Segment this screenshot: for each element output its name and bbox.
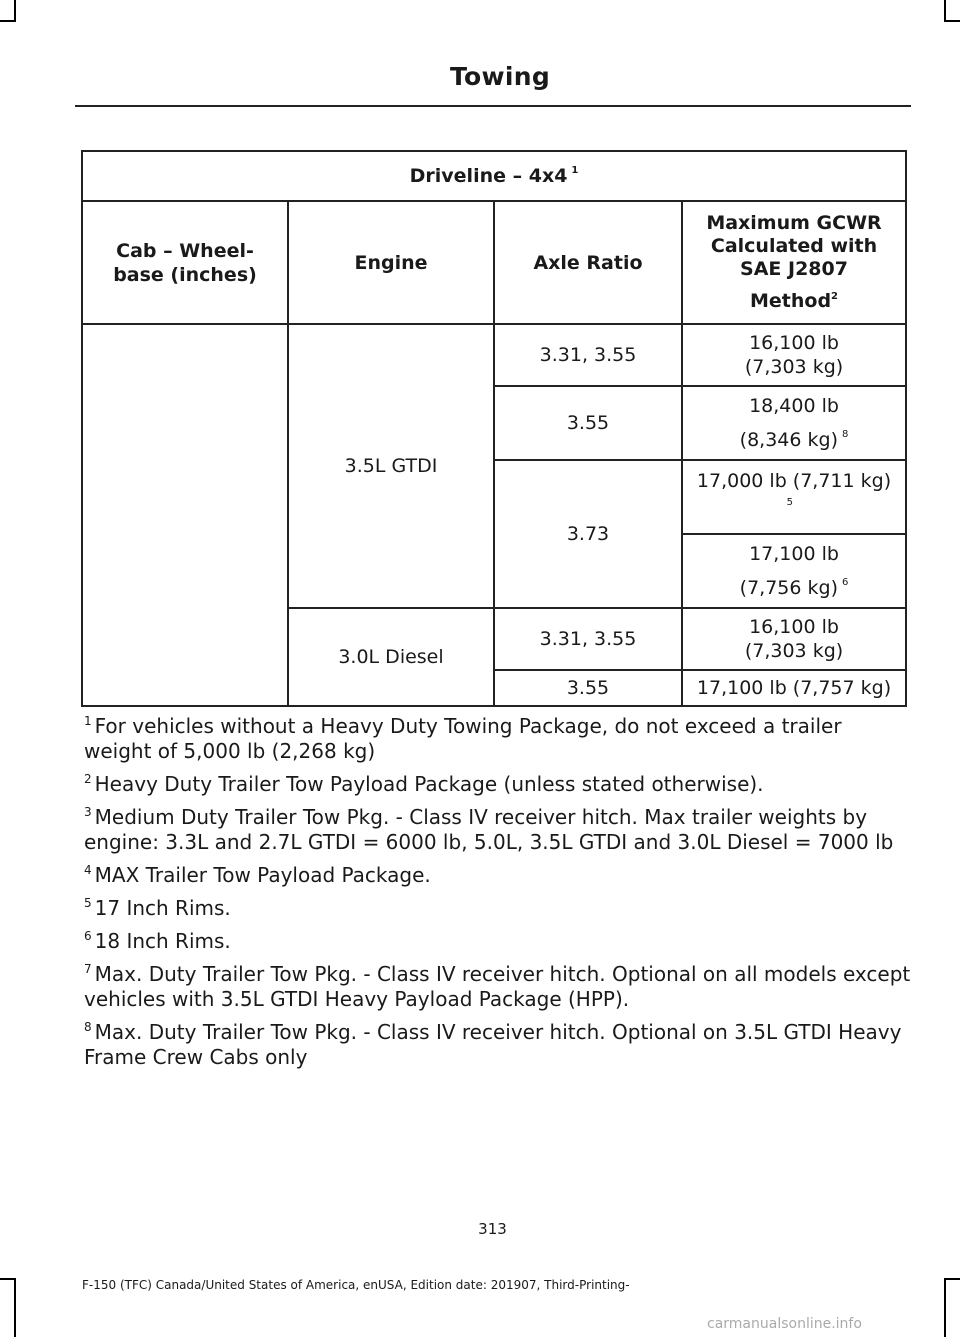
table-caption bbox=[82, 151, 906, 201]
footnote-text: MAX Trailer Tow Payload Package. bbox=[94, 863, 431, 887]
gcwr-value: 18,400 lb bbox=[749, 395, 839, 417]
gcwr-value: 17,000 lb (7,711 kg) bbox=[696, 470, 892, 492]
footnote bbox=[84, 929, 914, 954]
cab-cell bbox=[82, 324, 288, 706]
footnote-text: For vehicles without a Heavy Duty Towing Package, do not exceed a trailer weight of 5,000 lb (2,268 kg) bbox=[84, 714, 842, 763]
crop-mark bbox=[0, 1278, 16, 1280]
footnote-text: Heavy Duty Trailer Tow Payload Package (unless stated otherwise). bbox=[94, 772, 764, 796]
gcwr-value: 16,100 lb bbox=[749, 616, 839, 638]
footnote bbox=[84, 1020, 914, 1070]
crop-mark bbox=[944, 0, 946, 20]
axle-ratio-cell: 3.31, 3.55 bbox=[494, 324, 682, 386]
axle-ratio-cell: 3.73 bbox=[494, 460, 682, 608]
footnote-number: 4 bbox=[84, 863, 92, 877]
engine-cell: 3.5L GTDI bbox=[288, 324, 494, 608]
gcwr-footnote-ref: 8 bbox=[841, 429, 849, 440]
footnote-number: 7 bbox=[84, 962, 92, 976]
gcwr-value: 17,100 lb bbox=[749, 543, 839, 565]
footnote bbox=[84, 863, 914, 888]
footnote bbox=[84, 805, 914, 855]
footnote-number: 5 bbox=[84, 896, 92, 910]
crop-mark bbox=[14, 1278, 16, 1337]
edition-footer: F-150 (TFC) Canada/United States of America, enUSA, Edition date: 201907, Third-Printing- bbox=[82, 1278, 630, 1292]
gcwr-value-metric: (7,303 kg) bbox=[744, 356, 844, 378]
gcwr-footnote-ref: 5 bbox=[786, 497, 794, 508]
page-title: Towing bbox=[449, 62, 551, 91]
footnote-text: Max. Duty Trailer Tow Pkg. - Class IV receiver hitch. Optional on 3.5L GTDI Heavy Frame Crew Cabs only bbox=[84, 1020, 902, 1069]
footnote-number: 3 bbox=[84, 805, 92, 819]
footnote-text: Medium Duty Trailer Tow Pkg. - Class IV receiver hitch. Max trailer weights by engine: 3.3L and 2.7L GTDI = 6000 lb, 5.0L, 3.5L GTDI and 3.0L Diesel = 7000 lb bbox=[84, 805, 894, 854]
column-header-gcwr bbox=[682, 201, 906, 324]
table-caption-footnote-ref: 1 bbox=[571, 165, 579, 176]
crop-mark bbox=[14, 0, 16, 20]
axle-ratio-cell: 3.31, 3.55 bbox=[494, 608, 682, 670]
gcwr-cell bbox=[682, 534, 906, 608]
gcwr-cell: 17,100 lb (7,757 kg) bbox=[682, 670, 906, 706]
table-caption-text: Driveline – 4x4 bbox=[409, 165, 568, 187]
footnote-number: 8 bbox=[84, 1020, 92, 1034]
title-divider bbox=[75, 105, 911, 107]
axle-ratio-cell: 3.55 bbox=[494, 386, 682, 460]
footnote bbox=[84, 772, 914, 797]
footnote-number: 6 bbox=[84, 929, 92, 943]
table-row bbox=[82, 324, 906, 386]
column-header-cab: Cab – Wheel-base (inches) bbox=[82, 201, 288, 324]
footnote-number: 1 bbox=[84, 714, 92, 728]
gcwr-cell bbox=[682, 386, 906, 460]
footnote-text: Max. Duty Trailer Tow Pkg. - Class IV receiver hitch. Optional on all models except vehicles with 3.5L GTDI Heavy Payload Package (HPP). bbox=[84, 962, 911, 1011]
crop-mark bbox=[944, 1278, 946, 1337]
gcwr-footnote-ref: 6 bbox=[841, 577, 849, 588]
footnote-text: 17 Inch Rims. bbox=[94, 896, 231, 920]
gcwr-cell bbox=[682, 460, 906, 534]
footnote-number: 2 bbox=[84, 772, 92, 786]
footnote bbox=[84, 896, 914, 921]
crop-mark bbox=[944, 1278, 960, 1280]
gcwr-cell bbox=[682, 608, 906, 670]
footnotes bbox=[84, 714, 914, 1078]
gcwr-value-metric: (8,346 kg) bbox=[739, 429, 838, 451]
gcwr-value: 16,100 lb bbox=[749, 332, 839, 354]
column-header-axle-ratio: Axle Ratio bbox=[494, 201, 682, 324]
gcwr-cell bbox=[682, 324, 906, 386]
gcwr-value-metric: (7,303 kg) bbox=[744, 640, 844, 662]
gcwr-method-text: Method bbox=[749, 290, 832, 312]
engine-cell: 3.0L Diesel bbox=[288, 608, 494, 706]
footnote bbox=[84, 714, 914, 764]
gcwr-value-metric: (7,756 kg) bbox=[739, 577, 838, 599]
footnote bbox=[84, 962, 914, 1012]
crop-mark bbox=[0, 20, 16, 22]
watermark: carmanualsonline.info bbox=[707, 1316, 862, 1332]
column-header-engine: Engine bbox=[288, 201, 494, 324]
crop-mark bbox=[944, 20, 960, 22]
footnote-text: 18 Inch Rims. bbox=[94, 929, 231, 953]
towing-table bbox=[81, 150, 907, 707]
axle-ratio-cell: 3.55 bbox=[494, 670, 682, 706]
gcwr-header-text: Maximum GCWR Calculated with SAE J2807 bbox=[706, 212, 882, 280]
gcwr-footnote-ref: 2 bbox=[831, 291, 839, 302]
page-number: 313 bbox=[478, 1220, 507, 1238]
